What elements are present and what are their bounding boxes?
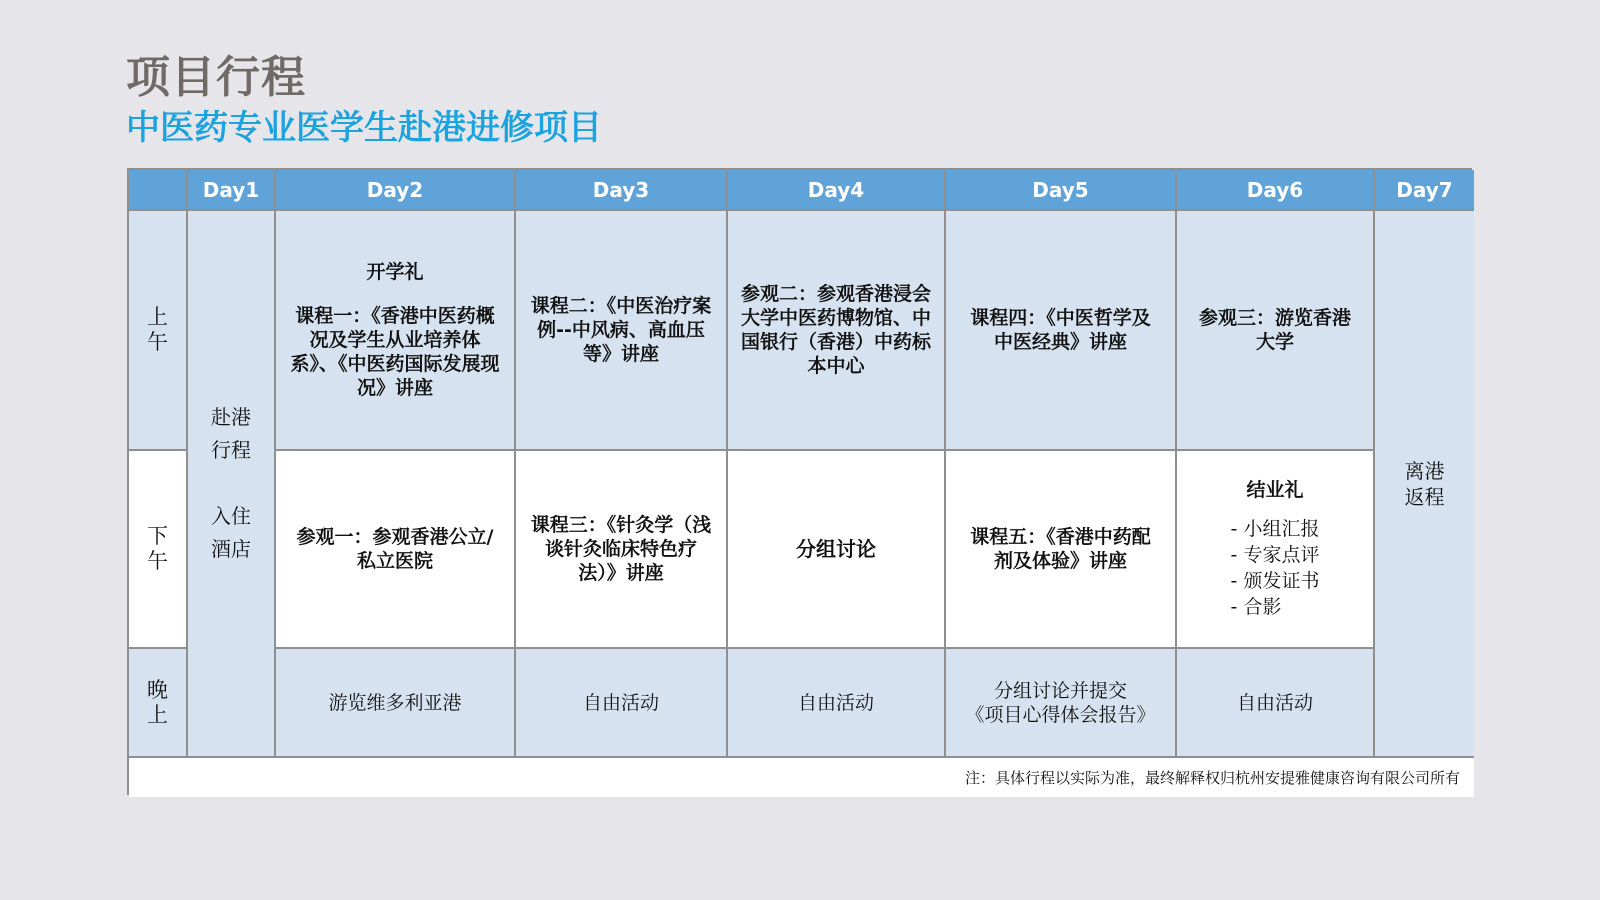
- day7-cell: [1375, 211, 1474, 758]
- period-evening-char1: 晚: [147, 677, 168, 702]
- header-day1: Day1: [188, 170, 276, 211]
- period-afternoon-char1: 下: [147, 524, 168, 548]
- evening-day3: 自由活动: [516, 649, 728, 758]
- afternoon-day4: 分组讨论: [728, 451, 946, 649]
- evening-day2: 游览维多利亚港: [276, 649, 516, 758]
- schedule-table: [127, 168, 1472, 795]
- evening-day5: [946, 649, 1177, 758]
- morning-day3: 课程二：《中医治疗案例--中风病、高血压等》讲座: [516, 211, 728, 451]
- day7-line1: 离港: [1404, 458, 1445, 483]
- day1-line2: 行程: [211, 438, 251, 462]
- header-day3: Day3: [516, 170, 728, 211]
- afternoon-day3: 课程三：《针灸学（浅谈针灸临床特色疗法）》讲座: [516, 451, 728, 649]
- closing-ceremony: 结业礼: [1246, 479, 1304, 501]
- evening-day6: 自由活动: [1177, 649, 1375, 758]
- closing-item: - 合影: [1230, 596, 1282, 618]
- morning-day2-text: 课程一：《香港中医药概况及学生从业培养体系》、《中医药国际发展现况》讲座: [290, 305, 500, 399]
- closing-item: - 小组汇报: [1230, 518, 1320, 540]
- evening-day4: 自由活动: [728, 649, 946, 758]
- period-evening: [129, 649, 188, 758]
- day1-cell: [188, 211, 276, 758]
- morning-day5: 课程四：《中医哲学及中医经典》讲座: [946, 211, 1177, 451]
- evening-day5-line2: 《项目心得体会报告》: [965, 703, 1156, 726]
- page-subtitle: 中医药专业医学生赴港进修项目: [126, 108, 602, 148]
- closing-item: - 专家点评: [1230, 544, 1320, 566]
- header-day2: Day2: [276, 170, 516, 211]
- closing-item: - 颁发证书: [1230, 570, 1320, 592]
- evening-day5-line1: 分组讨论并提交: [993, 679, 1127, 702]
- day1-line4: 酒店: [211, 537, 251, 561]
- day1-line1: 赴港: [211, 405, 251, 429]
- header-day5: Day5: [946, 170, 1177, 211]
- header-day7: Day7: [1375, 170, 1474, 211]
- afternoon-day6: [1177, 451, 1375, 649]
- day7-line2: 返程: [1404, 484, 1445, 509]
- header-day4: Day4: [728, 170, 946, 211]
- closing-list: [1231, 516, 1320, 620]
- day1-line3: 入住: [211, 504, 251, 528]
- morning-day2: [276, 211, 516, 451]
- morning-day4: 参观二：参观香港浸会大学中医药博物馆、中国银行（香港）中药标本中心: [728, 211, 946, 451]
- header-corner: [129, 170, 188, 211]
- afternoon-day5: 课程五：《香港中药配剂及体验》讲座: [946, 451, 1177, 649]
- page-title: 项目行程: [126, 52, 306, 103]
- period-morning: [129, 211, 188, 451]
- afternoon-day2: 参观一：参观香港公立/私立医院: [276, 451, 516, 649]
- period-afternoon: [129, 451, 188, 649]
- opening-ceremony: 开学礼: [366, 261, 424, 283]
- header-day6: Day6: [1177, 170, 1375, 211]
- period-morning-char1: 上: [147, 305, 168, 329]
- period-evening-char2: 上: [147, 702, 168, 727]
- morning-day6: 参观三：游览香港大学: [1177, 211, 1375, 451]
- period-afternoon-char2: 午: [147, 549, 168, 573]
- footnote: 注：具体行程以实际为准，最终解释权归杭州安提雅健康咨询有限公司所有: [129, 758, 1474, 797]
- period-morning-char2: 午: [147, 330, 168, 354]
